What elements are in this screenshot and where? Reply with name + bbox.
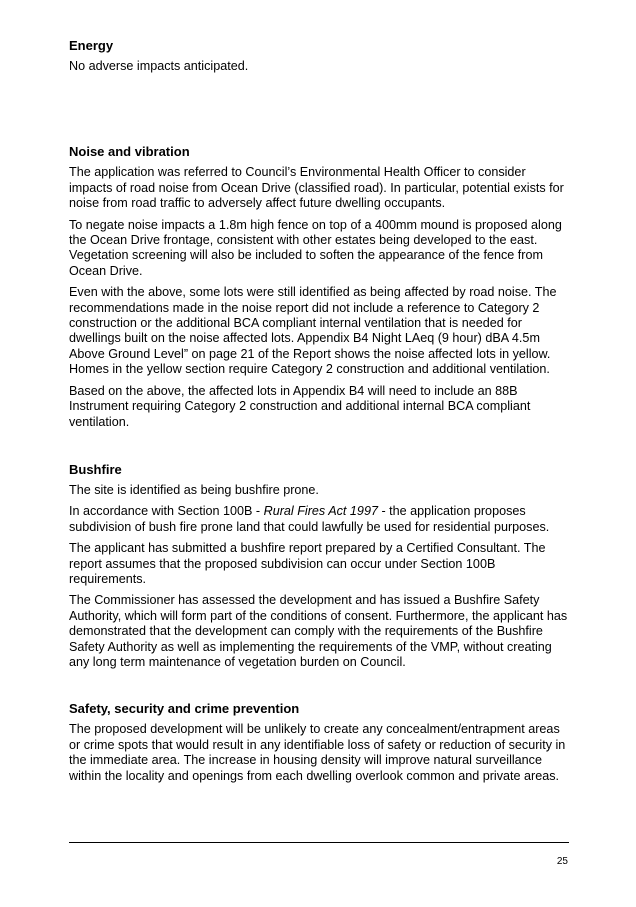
- energy-paragraph-1: No adverse impacts anticipated.: [69, 59, 249, 73]
- rural-fires-act-title: Rural Fires Act 1997: [263, 504, 378, 519]
- footer-rule: [69, 842, 569, 843]
- noise-heading: Noise and vibration: [69, 144, 190, 160]
- spacer: [69, 436, 569, 462]
- spacer: [69, 676, 569, 701]
- noise-paragraph-4: Based on the above, the affected lots in Appendix B4 will need to include an 88B Instrument requiring Category 2 construction and additional internal BCA compliant ventilation.: [69, 383, 531, 429]
- section-noise-and-vibration: [69, 144, 569, 430]
- bushfire-paragraph-4: The Commissioner has assessed the development and has issued a Bushfire Safety Authority, which will form part of the conditions of consent. Furthermore, the applicant has demonstrated that the development can comply with the requirements of the Bushfire Safety Authority as well as implementing the requirements of the VMP, without creating any long term maintenance of vegetation burden on Council.: [69, 593, 568, 669]
- bushfire-paragraph-section-100b: [69, 504, 569, 535]
- bushfire-heading: Bushfire: [69, 461, 122, 477]
- page-number: 25: [556, 856, 568, 867]
- safety-paragraph-1: The proposed development will be unlikely to create any concealment/entrapment areas or crime spots that would result in any identifiable loss of safety or reduction of security in the immediate area. The increase in housing density will improve natural surveillance within the locality and openings from each dwelling overlook common and private areas.: [69, 722, 566, 783]
- section-100b-text-after: - the application proposes subdivision of bush fire prone land that could lawfully be used for residential purposes.: [69, 504, 550, 534]
- noise-paragraph-3: Even with the above, some lots were still identified as being affected by road noise. The recommendations made in the noise report did not include a reference to Category 2 construction or the additional BCA compliant internal ventilation that is needed for dwellings built on the noise affected lots. Appendix B4 Night LAeq (9 hour) dBA 4.5m Above Ground Level” on page 21 of the Report shows the noise affected lots in yellow. Homes in the yellow section require Category 2 construction and additional ventilation.: [69, 285, 557, 377]
- spacer: [69, 80, 569, 144]
- section-energy: [69, 38, 569, 74]
- noise-paragraph-1: The application was referred to Council’s Environmental Health Officer to consider impacts of road noise from Ocean Drive (classified road). In particular, potential exists for noise from road traffic to adversely affect future dwelling occupants.: [69, 165, 564, 211]
- bushfire-paragraph-1: The site is identified as being bushfire prone.: [69, 482, 319, 497]
- section-safety-security: [69, 701, 569, 784]
- safety-heading: Safety, security and crime prevention: [69, 701, 300, 717]
- energy-heading: Energy: [69, 38, 114, 53]
- noise-paragraph-2: To negate noise impacts a 1.8m high fence on top of a 400mm mound is proposed along the Ocean Drive frontage, consistent with other estates being developed to the east. Vegetation screening will also be included to soften the appearance of the fence from Ocean Drive.: [69, 217, 562, 278]
- section-bushfire: [69, 462, 569, 670]
- bushfire-paragraph-3: The applicant has submitted a bushfire report prepared by a Certified Consultant. The report assumes that the proposed subdivision can occur under Section 100B requirements.: [69, 541, 546, 586]
- page-content: [69, 38, 569, 790]
- section-100b-text-before: In accordance with Section 100B -: [69, 504, 264, 519]
